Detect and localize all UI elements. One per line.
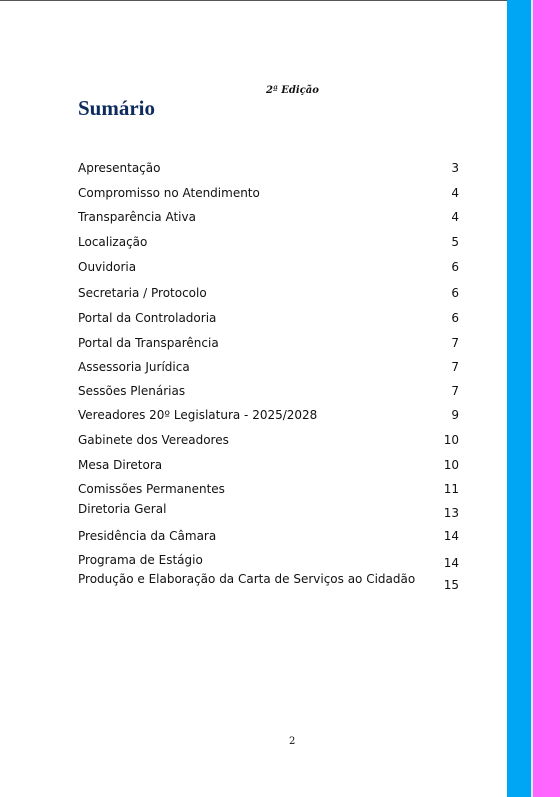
- toc-entry[interactable]: [78, 258, 463, 276]
- page-title: Sumário: [78, 96, 156, 120]
- toc-entry-page: 6: [451, 260, 459, 274]
- toc-entry[interactable]: [78, 184, 463, 202]
- toc-entry[interactable]: [78, 233, 463, 251]
- toc-entry-label: Diretoria Geral: [78, 502, 167, 516]
- toc-entry-page: 4: [451, 210, 459, 224]
- toc-entry[interactable]: [78, 570, 463, 592]
- toc-entry-label: Portal da Controladoria: [78, 311, 217, 325]
- toc-entry-label: Ouvidoria: [78, 260, 137, 274]
- toc-entry[interactable]: [78, 480, 463, 498]
- toc-entry-label: Produção e Elaboração da Carta de Serviços ao Cidadão: [78, 572, 416, 586]
- toc-entry[interactable]: [78, 208, 463, 226]
- toc-entry-page: 9: [451, 408, 459, 422]
- page-number: 2: [289, 736, 296, 747]
- toc-entry-label: Assessoria Jurídica: [78, 360, 190, 374]
- toc-entry-label: Compromisso no Atendimento: [78, 186, 260, 200]
- toc-entry[interactable]: [78, 159, 463, 177]
- toc-entry-label: Gabinete dos Vereadores: [78, 433, 229, 447]
- toc-entry-label: Programa de Estágio: [78, 553, 203, 567]
- toc-entry-label: Vereadores 20º Legislatura - 2025/2028: [78, 408, 318, 422]
- toc-entry-label: Comissões Permanentes: [78, 482, 225, 496]
- toc-entry[interactable]: [78, 382, 463, 400]
- toc-entry-label: Sessões Plenárias: [78, 384, 186, 398]
- toc-entry-page: 3: [451, 161, 459, 175]
- toc-entry-label: Transparência Ativa: [78, 210, 196, 224]
- toc-entry-page: 14: [443, 529, 459, 543]
- toc-entry-label: Presidência da Câmara: [78, 529, 217, 543]
- toc-entry-label: Mesa Diretora: [78, 458, 163, 472]
- toc-entry-page: 13: [443, 506, 459, 520]
- toc-entry-page: 6: [451, 311, 459, 325]
- toc-entry-page: 10: [443, 433, 459, 447]
- toc-entry-label: Apresentação: [78, 161, 161, 175]
- toc-entry-page: 7: [451, 360, 459, 374]
- toc-entry[interactable]: [78, 334, 463, 352]
- toc-entry[interactable]: [78, 284, 463, 302]
- toc-entry-page: 10: [443, 458, 459, 472]
- toc-entry[interactable]: [78, 456, 463, 474]
- toc-entry-page: 14: [443, 556, 459, 570]
- toc-entry-page: 4: [451, 186, 459, 200]
- toc-entry-label: Secretaria / Protocolo: [78, 286, 207, 300]
- toc-entry[interactable]: [78, 527, 463, 545]
- toc-entry[interactable]: [78, 309, 463, 327]
- toc-entry[interactable]: [78, 500, 463, 518]
- toc-entry-label: Localização: [78, 235, 148, 249]
- toc-entry-label: Portal da Transparência: [78, 336, 219, 350]
- toc-entry[interactable]: [78, 551, 463, 569]
- decorative-stripe-pink: [533, 0, 560, 797]
- toc-entry[interactable]: [78, 431, 463, 449]
- toc-entry-page: 7: [451, 336, 459, 350]
- decorative-stripe-blue: [507, 0, 533, 797]
- toc-entry[interactable]: [78, 358, 463, 376]
- toc-entry-page: 5: [451, 235, 459, 249]
- toc-entry-page: 15: [443, 578, 459, 592]
- toc-entry-page: 6: [451, 286, 459, 300]
- toc-entry-page: 11: [443, 482, 459, 496]
- top-border-rule: [0, 0, 560, 1]
- toc-entry[interactable]: [78, 406, 463, 424]
- edition-label: 2ª Edição: [266, 85, 319, 96]
- toc-entry-page: 7: [451, 384, 459, 398]
